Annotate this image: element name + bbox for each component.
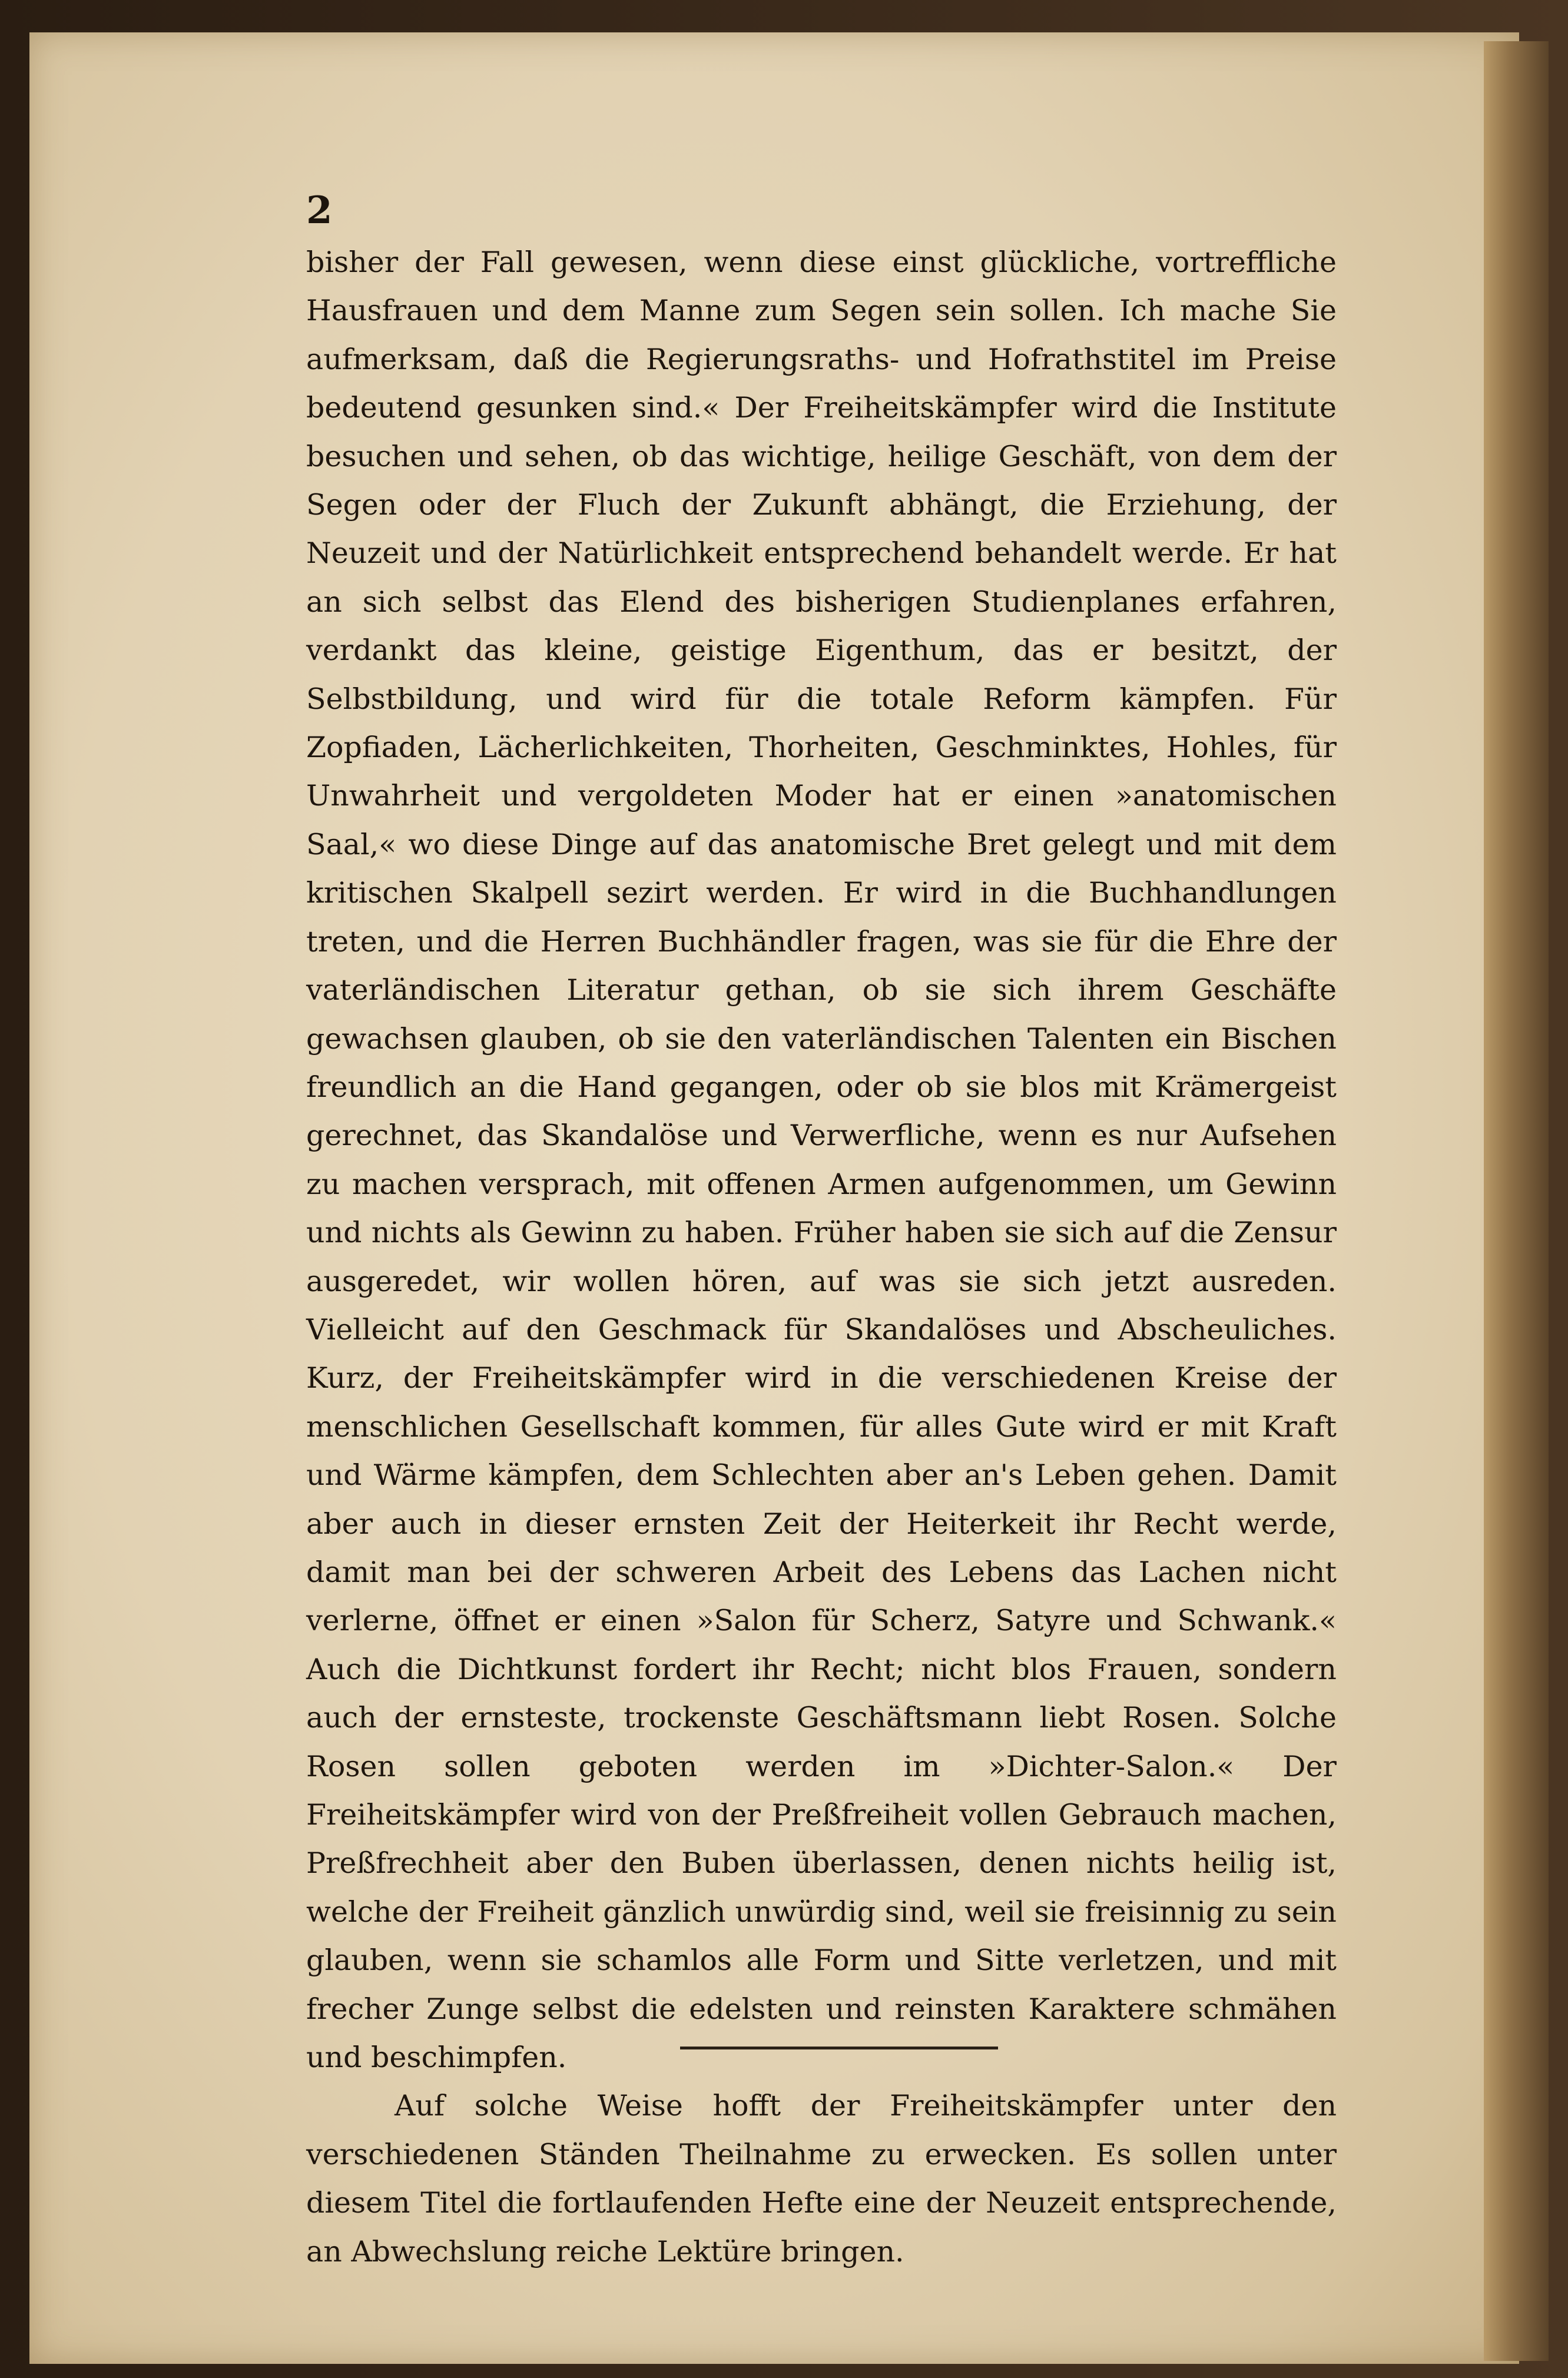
paragraph-1: bisher der Fall gewesen, wenn diese einst glückliche, vortreffliche Hausfrauen und dem Manne zum Segen sein sollen. Ich mache Sie aufmerksam, daß die Regierungsraths- und Hofrathstitel im Preise bedeutend gesunken sind.« Der Freiheitskämpfer wird die Institute besuchen und sehen, ob das wichtige, heilige Geschäft, von dem der Segen oder der Fluch der Zukunft abhängt, die Erziehung, der Neuzeit und der Natürlichkeit entsprechend behandelt werde. Er hat an sich selbst das Elend des bisherigen Studienplanes erfahren, verdankt das kleine, geistige Eigenthum, das er besitzt, der Selbstbildung, und wird für die totale Reform kämpfen. Für Zopfiaden, Lächerlichkeiten, Thorheiten, Geschminktes, Hohles, für Unwahrheit und vergoldeten Moder hat er einen »anatomischen Saal,« wo diese Dinge auf das anatomische Bret gelegt und mit dem kritischen Skalpell sezirt werden. Er wird in die Buchhandlungen treten, und die Herren Buchhändler fragen, was sie für die Ehre der vaterländischen Literatur gethan, ob sie sich ihrem Geschäfte gewachsen glauben, ob sie den vaterländischen Talenten ein Bischen freundlich an die Hand gegangen, oder ob sie blos mit Krämergeist gerechnet, das Skandalöse und Verwerfliche, wenn es nur Aufsehen zu machen versprach, mit offenen Armen aufgenommen, um Gewinn und nichts als Gewinn zu haben. Früher haben sie sich auf die Zensur ausgeredet, wir wollen hören, auf was sie sich jetzt ausreden. Vielleicht auf den Geschmack für Skandalöses und Abscheuliches. Kurz, der Freiheitskämpfer wird in die verschiedenen Kreise der menschlichen Gesellschaft kommen, für alles Gute wird er mit Kraft und Wärme kämpfen, dem Schlechten aber an's Leben gehen. Damit aber auch in dieser ernsten Zeit der Heiterkeit ihr Recht werde, damit man bei der schweren Arbeit des Lebens das Lachen nicht verlerne, öffnet er einen »Salon für Scherz, Satyre und Schwank.« Auch die Dichtkunst fordert ihr Recht; nicht blos Frauen, sondern auch der ernsteste, trockenste Geschäftsmann liebt Rosen. Solche Rosen sollen geboten werden im »Dichter-Salon.« Der Freiheitskämpfer wird von der Preßfreiheit vollen Gebrauch machen, Preßfrechheit aber den Buben überlassen, denen nichts heilig ist, welche der Freiheit gänzlich unwürdig sind, weil sie freisinnig zu sein glauben, wenn sie schamlos alle Form und Sitte verletzen, und mit frecher Zunge selbst die edelsten und reinsten Karaktere schmähen und beschimpfen.: [306, 246, 1337, 2075]
body-text: [306, 238, 1337, 2276]
page-number: 2: [306, 188, 333, 233]
page-edge: [1484, 41, 1549, 2361]
paragraph-2: Auf solche Weise hofft der Freiheitskämpfer unter den verschiedenen Ständen Theilnahme zu erwecken. Es sollen unter diesem Titel die fortlaufenden Hefte eine der Neuzeit entsprechende, an Abwechslung reiche Lektüre bringen.: [306, 2089, 1337, 2268]
section-separator-rule: [680, 2047, 998, 2049]
